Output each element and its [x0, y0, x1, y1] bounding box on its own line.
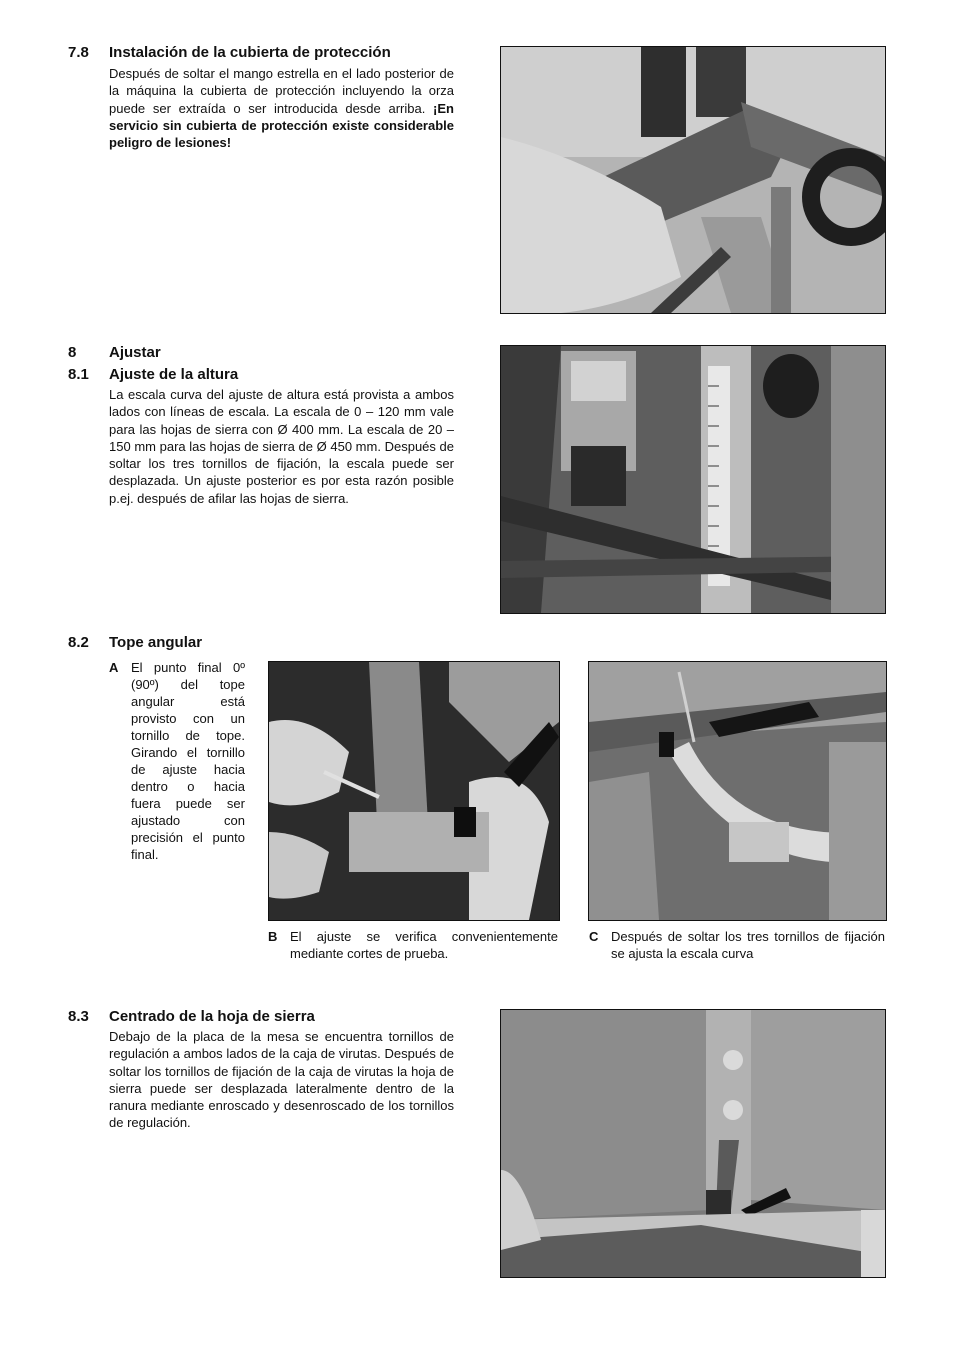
section-title: Instalación de la cubierta de protección	[109, 44, 391, 61]
section-8-3-heading	[68, 1008, 468, 1026]
caption-letter: A	[109, 660, 119, 675]
section-number: 8.3	[68, 1008, 89, 1025]
caption-a	[109, 659, 245, 862]
section-7-8-heading	[68, 44, 468, 62]
section-number: 8	[68, 344, 77, 361]
photo-angle-stop-screw	[268, 661, 560, 921]
section-number: 8.2	[68, 634, 89, 651]
photo-guard-installation	[500, 46, 886, 314]
section-title: Ajustar	[109, 344, 161, 361]
section-8-heading	[68, 344, 268, 362]
caption-c	[589, 928, 885, 964]
section-7-8-body	[109, 65, 454, 151]
section-number: 7.8	[68, 44, 89, 61]
section-8-3-body: Debajo de la placa de la mesa se encuentra tornillos de regulación a ambos lados de la caja de virutas. Después de soltar los tornillos de fijación de la caja de virutas la hoja de sierra puede ser desplazada lateralmente dentro de la ranura mediante enroscado y desenroscado de los tornillos de regulación.	[109, 1029, 454, 1131]
section-title: Tope angular	[109, 634, 203, 651]
section-title: Ajuste de la altura	[109, 366, 239, 383]
caption-b	[268, 928, 558, 964]
section-8-2-heading	[68, 634, 368, 652]
caption-text: El punto final 0º (90º) del tope angular está provisto con un tornillo de tope. Girando el tornillo de ajuste hacia dentro o hacia fuera puede ser ajustado con precisión el punto final.	[131, 660, 245, 862]
section-8-1-body: La escala curva del ajuste de altura está provista a ambos lados con líneas de escala. La escala de 0 – 120 mm vale para las hojas de sierra con Ø 400 mm. La escala de 20 – 150 mm para las hojas de sierra de Ø 450 mm. Después de soltar los tres tornillos de fijación, la escala puede ser desplazada. Un ajuste posterior es por esta razón posible p.ej. después de afilar las hojas de sierra.	[109, 387, 454, 506]
warning-text: ¡En servicio sin cubierta de protección existe considerable peligro de lesiones!	[109, 100, 454, 151]
photo-height-scale	[500, 345, 886, 614]
caption-text: El ajuste se verifica convenientemente mediante cortes de prueba.	[290, 929, 558, 961]
photo-curved-scale	[588, 661, 887, 921]
caption-letter: C	[589, 929, 599, 944]
photo-blade-centering	[500, 1009, 886, 1278]
section-8-1-heading	[68, 366, 368, 384]
section-title: Centrado de la hoja de sierra	[109, 1008, 315, 1025]
caption-text: Después de soltar los tres tornillos de fijación se ajusta la escala curva	[611, 929, 885, 961]
body-text: Después de soltar el mango estrella en el lado posterior de la máquina la cubierta de protección incluyendo la orza puede ser extraída o ser introducida desde arriba.	[109, 66, 454, 116]
caption-letter: B	[268, 929, 278, 944]
section-number: 8.1	[68, 366, 89, 383]
